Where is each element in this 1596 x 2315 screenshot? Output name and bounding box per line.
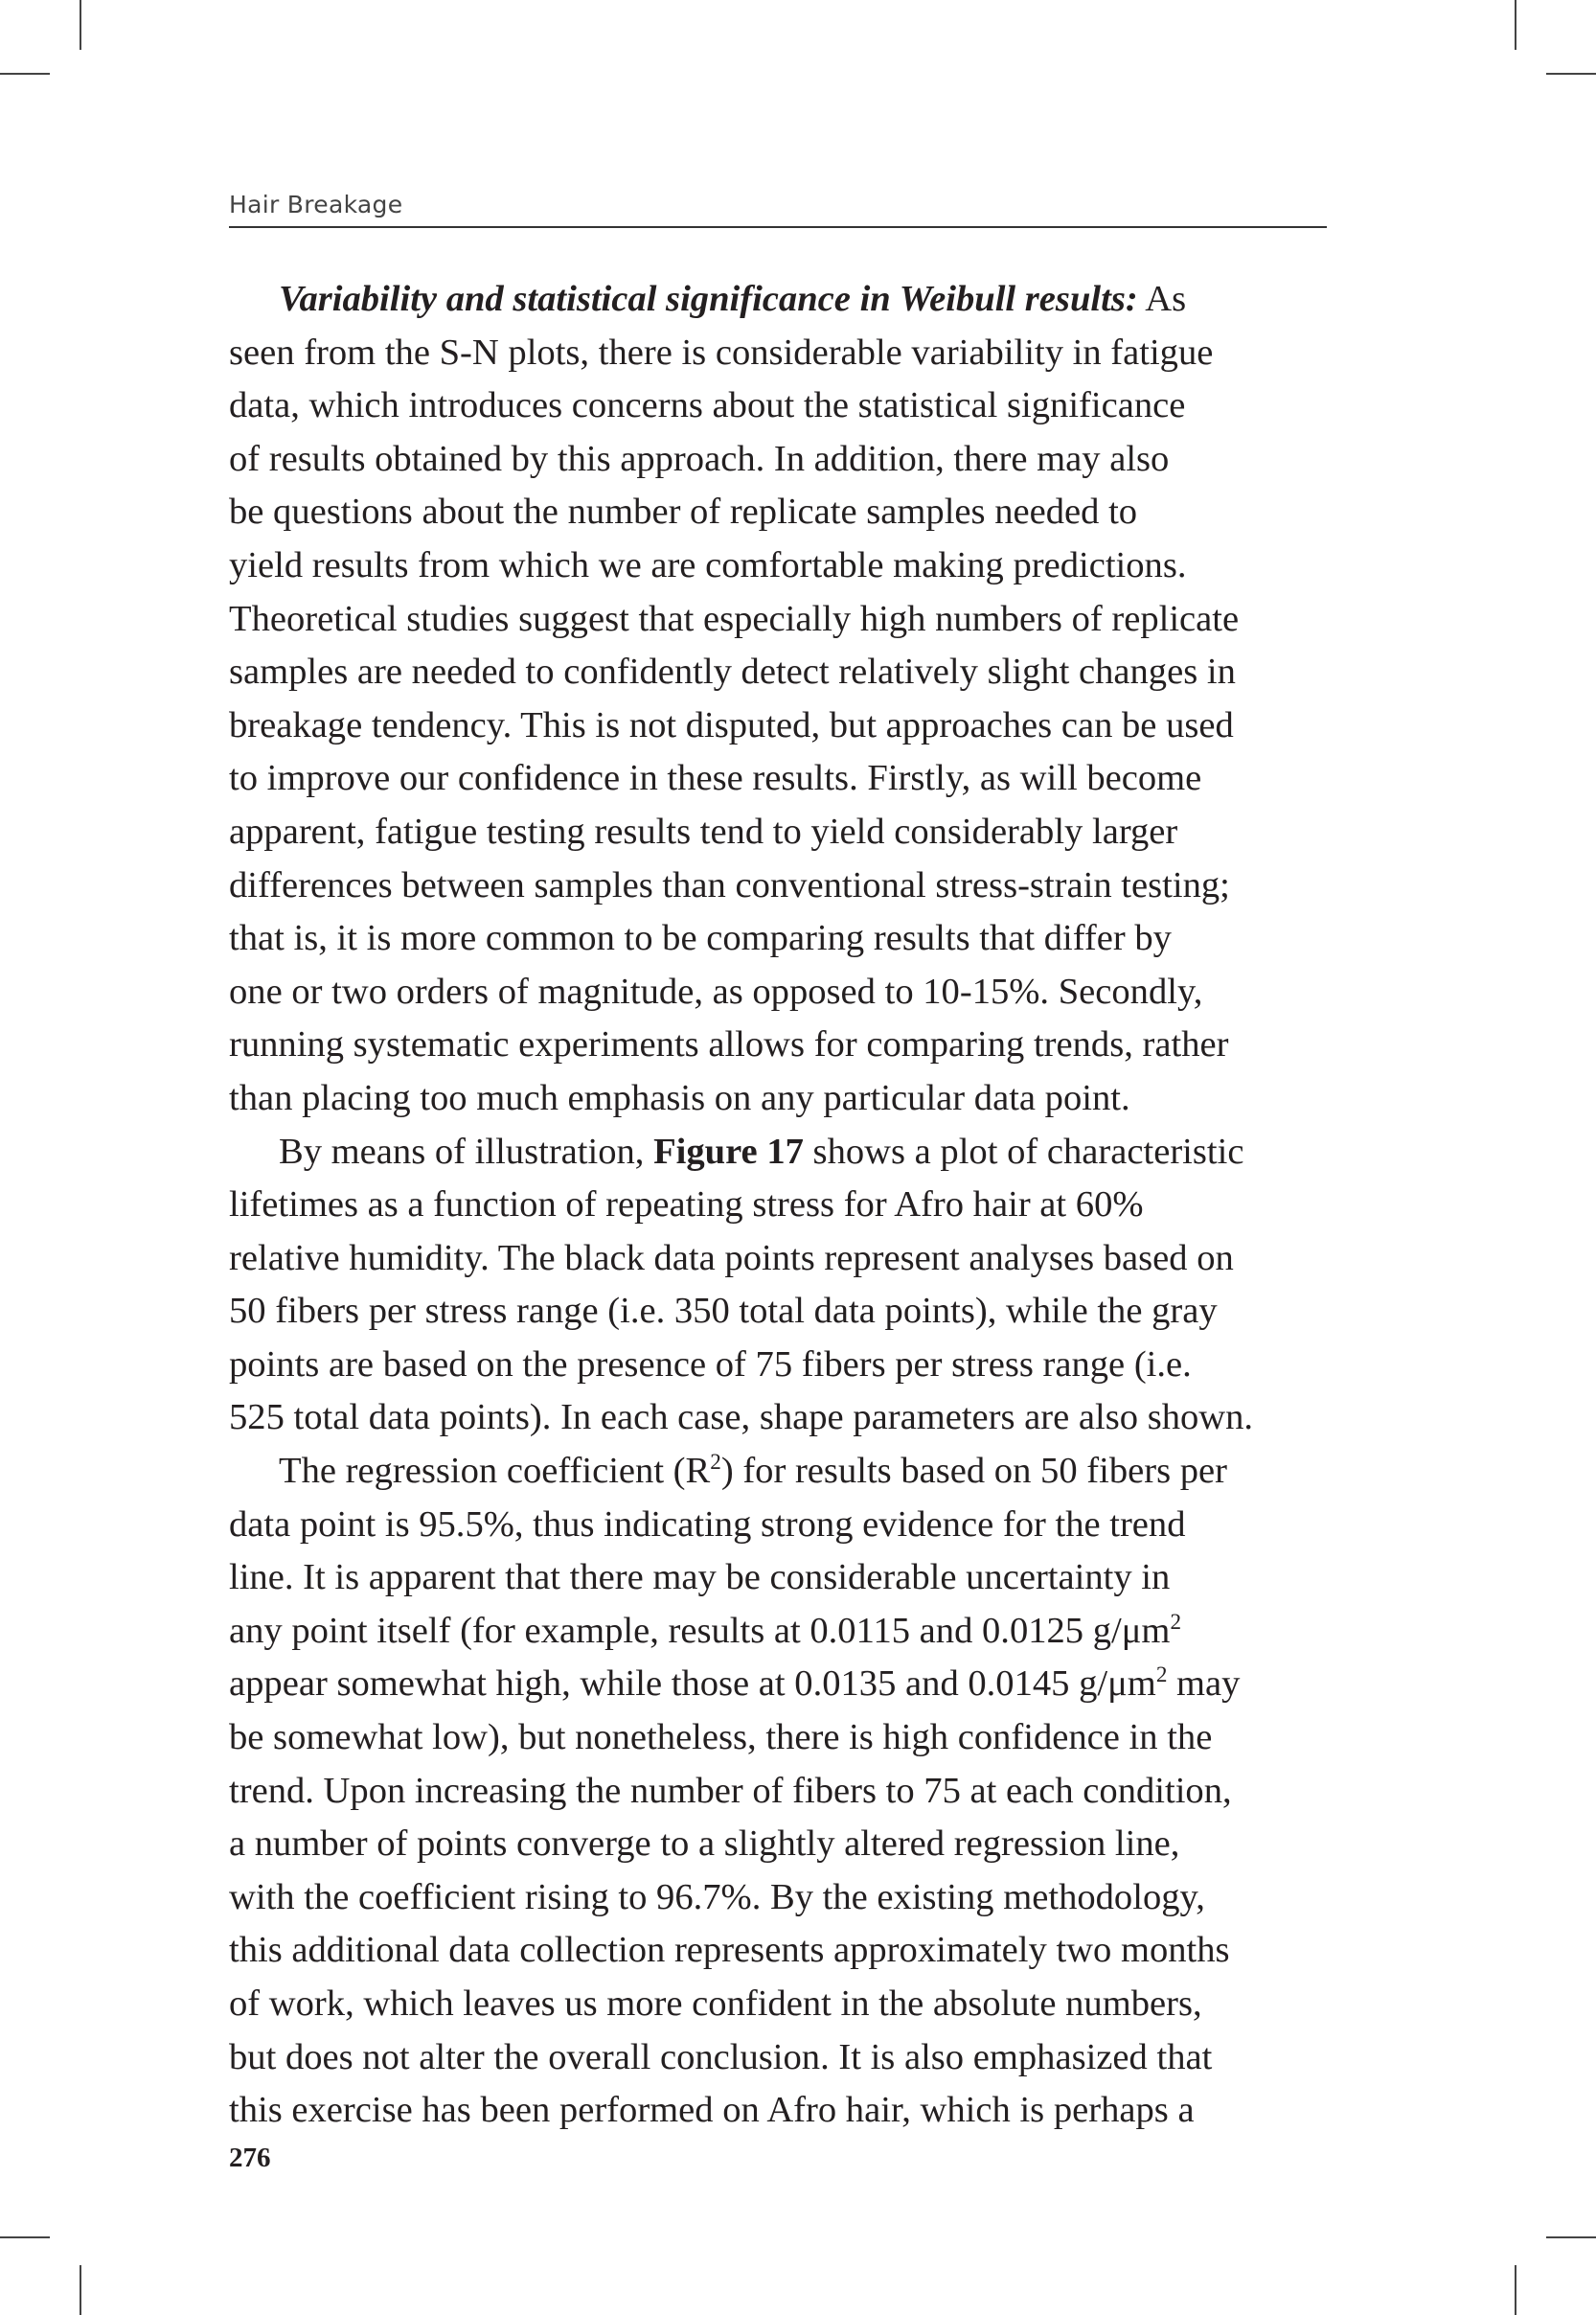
page-header xyxy=(229,188,1327,228)
paragraph-3-line: this exercise has been performed on Afro hair, which is perhaps a xyxy=(229,2090,1195,2131)
paragraph-3-line: data point is 95.5%, thus indicating strong evidence for the trend xyxy=(229,1503,1186,1545)
paragraph-3-line: be somewhat low), but nonetheless, there is high confidence in the xyxy=(229,1717,1213,1758)
paragraph-2-line: By means of illustration, Figure 17 shows a plot of characteristic xyxy=(279,1131,1244,1172)
crop-mark-bottom-right-h xyxy=(1546,2236,1596,2238)
crop-mark-top-left xyxy=(80,0,81,50)
paragraph-1-line: running systematic experiments allows for comparing trends, rather xyxy=(229,1024,1229,1066)
paragraph-3-line: but does not alter the overall conclusion. It is also emphasized that xyxy=(229,2036,1213,2077)
paragraph-1-line: samples are needed to confidently detect relatively slight changes in xyxy=(229,652,1236,693)
paragraph-3-line: this additional data collection represents approximately two months xyxy=(229,1930,1230,1971)
paragraph-1-line: data, which introduces concerns about the statistical significance xyxy=(229,385,1186,426)
paragraph-2-line: 525 total data points). In each case, shape parameters are also shown. xyxy=(229,1397,1254,1438)
figure-reference: Figure 17 xyxy=(653,1131,804,1172)
paragraph-3-line: with the coefficient rising to 96.7%. By the existing methodology, xyxy=(229,1876,1205,1917)
paragraph-3-line: trend. Upon increasing the number of fibers to 75 at each condition, xyxy=(229,1770,1232,1811)
page-number: 276 xyxy=(229,2143,271,2173)
paragraph-1-line: one or two orders of magnitude, as opposed to 10-15%. Secondly, xyxy=(229,971,1203,1012)
paragraph-1-line: differences between samples than conventional stress-strain testing; xyxy=(229,864,1230,905)
paragraph-3-line: line. It is apparent that there may be considerable uncertainty in xyxy=(229,1557,1171,1598)
crop-mark-bottom-left-h xyxy=(0,2236,50,2238)
paragraph-3-line: any point itself (for example, results at 0.0115 and 0.0125 $g/\mu m^2$ xyxy=(229,1609,1182,1651)
paragraph-3-line: of work, which leaves us more confident in the absolute numbers, xyxy=(229,1983,1202,2024)
paragraph-1-line: of results obtained by this approach. In addition, there may also xyxy=(229,438,1170,479)
paragraph-1-line: Theoretical studies suggest that especially high numbers of replicate xyxy=(229,598,1240,639)
paragraph-3-line: The regression coefficient $(R^2)$ for results based on 50 fibers per xyxy=(279,1450,1227,1492)
crop-mark-top-right xyxy=(1515,0,1516,50)
paragraph-1-line: seen from the S-N plots, there is considerable variability in fatigue xyxy=(229,332,1214,373)
crop-mark-top-left-h xyxy=(0,73,50,75)
paragraph-1-line: Variability and statistical significance in Weibull results: As xyxy=(279,279,1187,319)
paragraph-2-line: 50 fibers per stress range (i.e. 350 total data points), while the gray xyxy=(229,1291,1218,1332)
paragraph-1-line: to improve our confidence in these results. Firstly, as will become xyxy=(229,758,1202,799)
crop-mark-bottom-right xyxy=(1515,2265,1516,2315)
paragraph-1-line: yield results from which we are comfortable making predictions. xyxy=(229,544,1187,585)
paragraph-1-line: breakage tendency. This is not disputed, but approaches can be used xyxy=(229,704,1234,745)
running-head: Hair Breakage xyxy=(229,191,403,218)
paragraph-1-line: apparent, fatigue testing results tend to yield considerably larger xyxy=(229,811,1178,852)
paragraph-2-line: lifetimes as a function of repeating stress for Afro hair at 60% xyxy=(229,1184,1144,1226)
crop-mark-top-right-h xyxy=(1546,73,1596,75)
paragraph-3-line: a number of points converge to a slightly altered regression line, xyxy=(229,1823,1180,1865)
paragraph-1-line: that is, it is more common to be comparing results that differ by xyxy=(229,918,1172,959)
body-text xyxy=(229,273,1327,2138)
section-heading: Variability and statistical significance in Weibull results: xyxy=(279,279,1138,319)
paragraph-2-line: points are based on the presence of 75 fibers per stress range (i.e. xyxy=(229,1343,1192,1385)
paragraph-3-line: appear somewhat high, while those at 0.0135 and 0.0145 $g/\mu m^2$ may xyxy=(229,1662,1241,1705)
header-rule xyxy=(229,226,1327,228)
paragraph-1-line: be questions about the number of replicate samples needed to xyxy=(229,492,1138,533)
paragraph-1-line: than placing too much emphasis on any particular data point. xyxy=(229,1077,1130,1118)
paragraph-2-line: relative humidity. The black data points represent analyses based on xyxy=(229,1237,1234,1278)
crop-mark-bottom-left xyxy=(80,2265,81,2315)
